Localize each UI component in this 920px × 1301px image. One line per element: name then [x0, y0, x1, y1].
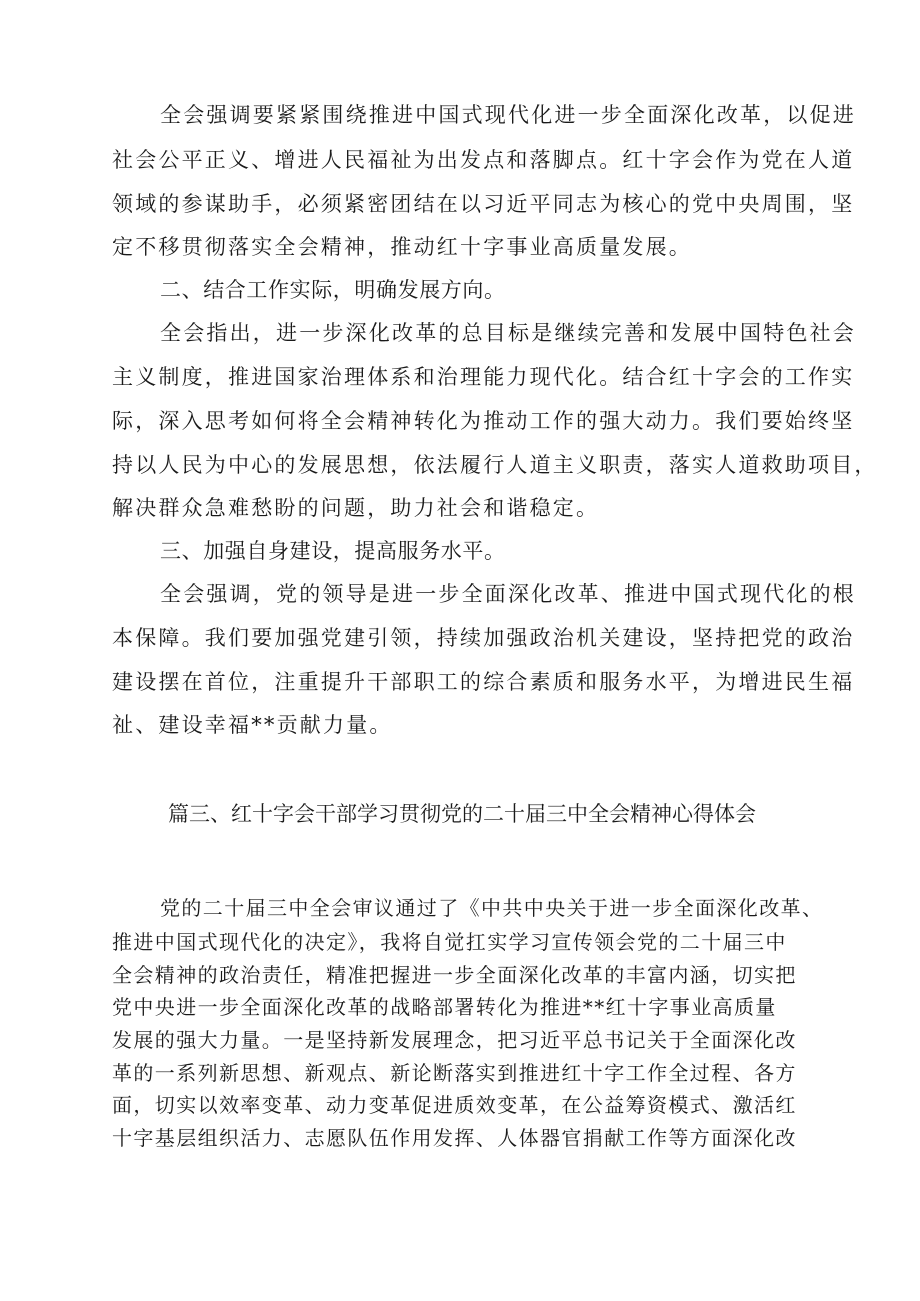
text-line: 定不移贯彻落实全会精神，推动红十字事业高质量发展。: [112, 235, 692, 259]
text-line: 发展的强大力量。一是坚持新发展理念，把习近平总书记关于全面深化改: [112, 1028, 797, 1052]
section-heading-3: 三、加强自身建设，提高服务水平。: [160, 539, 506, 563]
text-line: 全会强调，党的领导是进一步全面深化改革、推进中国式现代化的根: [160, 582, 856, 606]
article-title: 篇三、红十字会干部学习贯彻党的二十届三中全会精神心得体会: [168, 802, 756, 826]
text-line: 全会强调要紧紧围绕推进中国式现代化进一步全面深化改革，以促进: [160, 103, 856, 127]
text-line: 主义制度，推进国家治理体系和治理能力现代化。结合红十字会的工作实: [112, 365, 855, 389]
text-line: 十字基层组织活力、志愿队伍作用发挥、人体器官捐献工作等方面深化改: [112, 1126, 797, 1150]
text-line: 际，深入思考如何将全会精神转化为推动工作的强大动力。我们要始终坚: [112, 409, 855, 433]
text-line: 祉、建设幸福**贡献力量。: [112, 713, 393, 737]
text-line: 本保障。我们要加强党建引领，持续加强政治机关建设，坚持把党的政治: [112, 626, 855, 650]
section-heading-2: 二、结合工作实际，明确发展方向。: [160, 278, 506, 302]
text-line: 社会公平正义、增进人民福祉为出发点和落脚点。红十字会作为党在人道: [112, 148, 855, 172]
text-line: 持以人民为中心的发展思想，依法履行人道主义职责，落实人道救助项目，: [112, 453, 878, 477]
text-line: 全会指出，进一步深化改革的总目标是继续完善和发展中国特色社会: [160, 321, 856, 345]
text-line: 革的一系列新思想、新观点、新论断落实到推进红十字工作全过程、各方: [112, 1061, 797, 1085]
text-line: 全会精神的政治责任，精准把握进一步全面深化改革的丰富内涵，切实把: [112, 963, 797, 987]
text-line: 建设摆在首位，注重提升干部职工的综合素质和服务水平，为增进民生福: [112, 670, 855, 694]
text-line: 党中央进一步全面深化改革的战略部署转化为推进**红十字事业高质量: [112, 995, 777, 1019]
text-line: 推进中国式现代化的决定》，我将自觉扛实学习宣传领会党的二十届三中: [112, 930, 787, 954]
text-line: 党的二十届三中全会审议通过了《中共中央关于进一步全面深化改革、: [160, 896, 824, 920]
text-line: 面，切实以效率变革、动力变革促进质效变革，在公益筹资模式、激活红: [112, 1093, 797, 1117]
text-line: 解决群众急难愁盼的问题，助力社会和谐稳定。: [112, 496, 600, 520]
text-line: 领域的参谋助手，必须紧密团结在以习近平同志为核心的党中央周围，坚: [112, 192, 855, 216]
